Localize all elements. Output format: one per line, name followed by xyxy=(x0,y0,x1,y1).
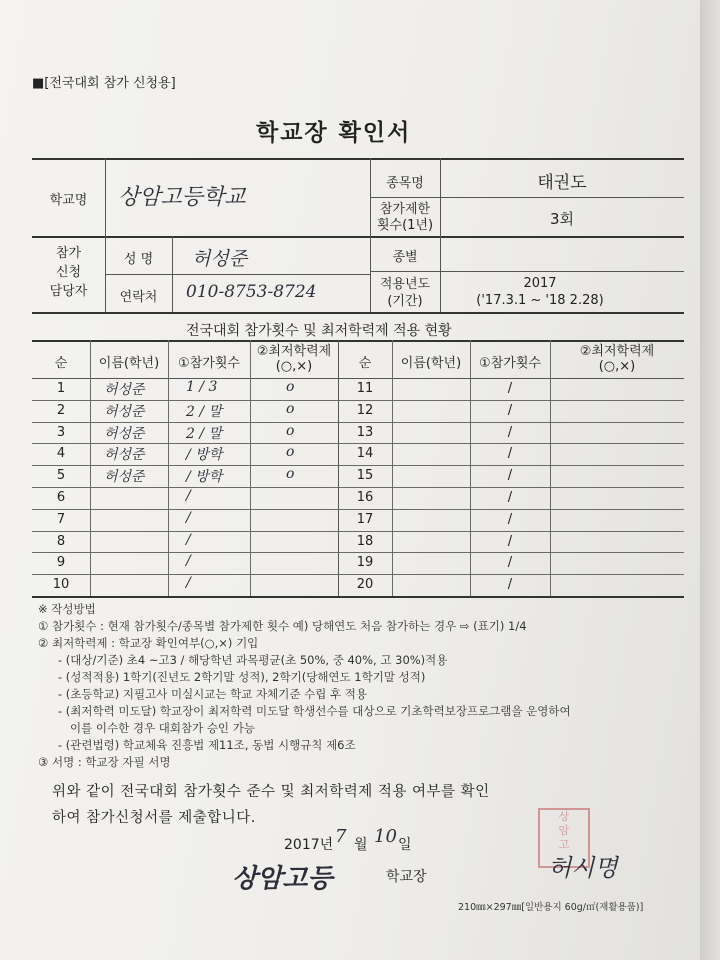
col-divider xyxy=(392,340,393,596)
header-min xyxy=(250,344,338,374)
school-value: 상암고등학교 xyxy=(118,185,246,210)
header-name: 이름(학년) xyxy=(98,356,160,371)
header-count-right: ①참가횟수 xyxy=(479,356,541,371)
row-min: o xyxy=(286,422,295,439)
row-count: / xyxy=(186,553,191,570)
row-no-right: 11 xyxy=(356,381,374,396)
event-label: 종별 xyxy=(392,250,418,265)
row-no: 5 xyxy=(56,468,66,484)
row-divider xyxy=(32,531,684,532)
row-count-right: / xyxy=(507,424,513,440)
limit-label-line-2: 횟수(1년) xyxy=(376,218,434,233)
row-count-right: / xyxy=(507,577,513,593)
table-top-border xyxy=(32,158,684,160)
row-min: o xyxy=(286,444,295,461)
name-value: 허성준 xyxy=(192,248,248,270)
note-2: ② 최저학력제 : 학교장 확인여부(○,×) 기입 xyxy=(38,636,259,650)
row-no-right: 14 xyxy=(356,446,374,462)
row-no: 4 xyxy=(56,446,66,462)
period-label-line-2: (기간) xyxy=(387,294,423,309)
header-min-right xyxy=(550,344,684,374)
manager-label xyxy=(32,244,105,301)
period-label xyxy=(370,276,440,310)
row-count-right: / xyxy=(507,533,513,549)
row-no: 10 xyxy=(52,577,70,593)
row-count-right: / xyxy=(507,490,513,505)
date-day-label: 일 xyxy=(398,837,412,853)
official-seal: 상 암 고 xyxy=(538,808,590,868)
row-count: 2 / 말 xyxy=(186,425,223,442)
row-no-right: 15 xyxy=(356,468,374,484)
period-label-line-1: 적용년도 xyxy=(379,277,431,292)
page-edge xyxy=(700,0,720,960)
row-divider xyxy=(32,487,684,488)
row-count: / 방학 xyxy=(186,447,223,464)
row-divider xyxy=(32,574,684,575)
row-count: / xyxy=(186,509,191,526)
row-name: 허성준 xyxy=(104,425,145,442)
manager-label-line-2: 신청 xyxy=(55,265,82,280)
contact-value: 010-8753-8724 xyxy=(186,282,317,302)
row-name: 허성준 xyxy=(104,403,145,420)
row-divider xyxy=(32,236,684,238)
principal-label: 학교장 xyxy=(386,869,427,885)
row-count-right: / xyxy=(507,446,513,462)
date-month: 7 xyxy=(335,826,347,847)
table-bottom xyxy=(32,596,684,598)
row-no: 3 xyxy=(56,424,66,440)
header-min-line-1: ②최저학력제 xyxy=(256,344,332,359)
statement-line-1: 위와 같이 전국대회 참가횟수 준수 및 최저학력제 적용 여부를 확인 xyxy=(52,784,490,800)
row-no-right: 19 xyxy=(356,555,374,571)
form-tag: ■[전국대회 참가 신청용] xyxy=(32,76,176,91)
note-2e: 이를 이수한 경우 대회참가 승인 가능 xyxy=(70,721,255,735)
row-count: 2 / 말 xyxy=(186,403,223,420)
row-no-right: 16 xyxy=(356,490,374,505)
row-count-right: / xyxy=(507,555,513,571)
row-divider xyxy=(32,312,684,314)
period-year: 2017 xyxy=(523,276,557,291)
row-count: / 방학 xyxy=(186,469,223,486)
row-divider xyxy=(32,552,684,553)
header-name-right: 이름(학년) xyxy=(400,356,462,371)
sport-label: 종목명 xyxy=(386,176,424,191)
header-no: 순 xyxy=(54,356,68,371)
date-day: 10 xyxy=(374,826,397,847)
header-no-right: 순 xyxy=(358,356,372,371)
header-min-line-2: (○,×) xyxy=(275,359,313,374)
col-divider xyxy=(90,340,91,596)
period-range: ('17.3.1 ~ '18 2.28) xyxy=(476,293,604,308)
row-name: 허성준 xyxy=(104,447,145,464)
row-no: 9 xyxy=(56,555,66,571)
page-title: 학교장 확인서 xyxy=(256,120,412,146)
footer-paper-spec: 210㎜×297㎜[일반용지 60g/㎡(재활용품)] xyxy=(458,902,644,913)
notes-heading: ※ 작성방법 xyxy=(38,602,96,616)
row-count-right: / xyxy=(507,511,513,527)
row-no: 2 xyxy=(56,402,66,418)
note-2d: - (최저학력 미도달) 학교장이 최저학력 미도달 학생선수를 대상으로 기초학력보장프로그램을 운영하여 xyxy=(58,704,571,718)
sport-value: 태권도 xyxy=(537,173,587,193)
row-count-right: / xyxy=(507,402,513,418)
date-year: 2017년 xyxy=(284,837,334,853)
limit-value: 3회 xyxy=(549,210,575,228)
principal-school: 상암고등 xyxy=(232,864,333,894)
row-name: 허성준 xyxy=(104,469,145,486)
row-no-right: 20 xyxy=(356,577,374,593)
name-label: 성 명 xyxy=(123,252,154,267)
col-divider xyxy=(168,340,169,596)
header-min-right-line-2: (○,×) xyxy=(598,359,636,374)
row-count: / xyxy=(186,575,191,592)
row-count-right: / xyxy=(507,468,513,484)
header-min-right-line-1: ②최저학력제 xyxy=(579,344,655,359)
row-divider xyxy=(105,274,370,275)
note-2c: - (초등학교) 지필고사 미실시교는 학교 자체기준 수립 후 적용 xyxy=(58,687,367,701)
row-count-right: / xyxy=(507,381,513,396)
row-no: 7 xyxy=(56,511,66,527)
manager-label-line-1: 참가 xyxy=(55,246,82,261)
row-no: 8 xyxy=(56,533,66,549)
date-month-label: 월 xyxy=(354,837,368,853)
row-count: 1 / 3 xyxy=(186,379,218,395)
contact-label: 연락처 xyxy=(119,290,158,305)
row-name: 허성준 xyxy=(104,382,145,398)
note-1: ① 참가횟수 : 현재 참가횟수/종목별 참가제한 횟수 예) 당해연도 처음 참가하는 경우 ⇨ (표기) 1/4 xyxy=(38,619,527,633)
manager-label-line-3: 담당자 xyxy=(49,284,88,299)
section-title: 전국대회 참가횟수 및 최저학력제 적용 현황 xyxy=(186,323,452,339)
limit-label-line-1: 참가제한 xyxy=(379,202,431,217)
row-min: o xyxy=(286,379,295,395)
principal-signature: 허시명 xyxy=(548,854,618,882)
row-count: / xyxy=(186,488,191,504)
row-no-right: 17 xyxy=(356,511,374,527)
row-min: o xyxy=(286,400,295,417)
row-no: 6 xyxy=(56,490,66,505)
row-divider xyxy=(370,271,684,272)
note-3: ③ 서명 : 학교장 자필 서명 xyxy=(38,755,171,769)
row-no: 1 xyxy=(56,381,66,396)
note-2b: - (성적적용) 1학기(진년도 2학기말 성적), 2학기(당해연도 1학기말 성적) xyxy=(58,670,426,684)
limit-label xyxy=(370,202,440,234)
statement-line-2: 하여 참가신청서를 제출합니다. xyxy=(52,810,256,826)
school-label: 학교명 xyxy=(49,193,88,208)
row-no-right: 12 xyxy=(356,402,374,418)
row-divider xyxy=(370,197,684,198)
note-2a: - (대상/기준) 초4 ~고3 / 해당학년 과목평균(초 50%, 중 40%, 고 30%)적용 xyxy=(58,653,448,667)
col-divider xyxy=(550,340,551,596)
row-no-right: 13 xyxy=(356,424,374,440)
header-count: ①참가횟수 xyxy=(178,356,240,371)
table-header-top xyxy=(32,340,684,342)
note-2f: - (관련법령) 학교체육 진흥법 제11조, 동법 시행규칙 제6조 xyxy=(58,738,356,752)
row-divider xyxy=(32,509,684,510)
row-no-right: 18 xyxy=(356,533,374,549)
row-count: / xyxy=(186,531,191,548)
row-min: o xyxy=(286,466,295,483)
